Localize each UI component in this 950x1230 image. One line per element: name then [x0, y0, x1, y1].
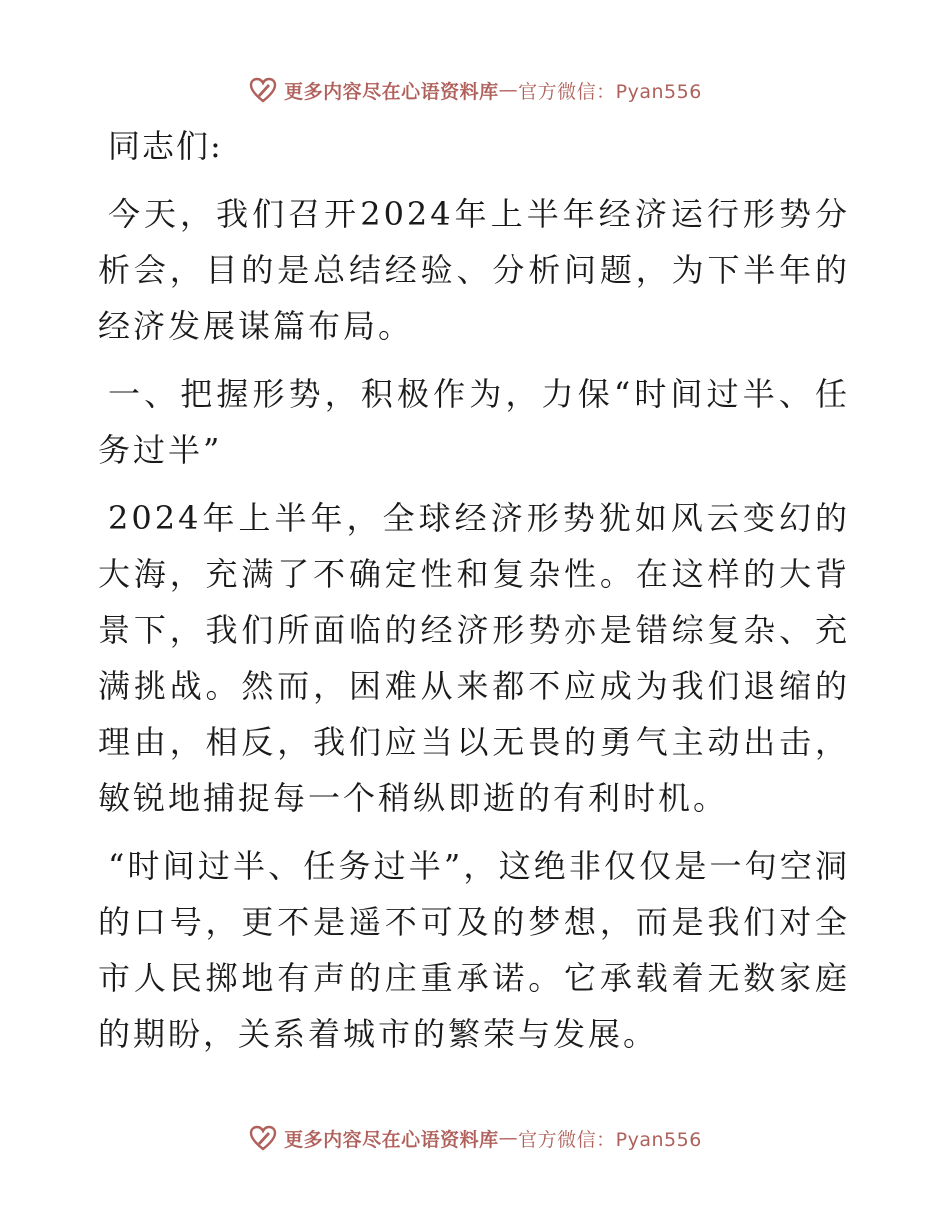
watermark-brand: 更多内容尽在心语资料库	[284, 80, 499, 103]
watermark-separator: —	[498, 1127, 519, 1149]
paragraph-intro: 今天，我们召开2024年上半年经济运行形势分析会，目的是总结经验、分析问题，为下半年的经济发展谋篇布局。	[98, 195, 850, 345]
heart-pen-logo-icon	[248, 75, 278, 105]
watermark-separator: —	[498, 79, 519, 101]
section-heading: 一、把握形势，积极作为，力保“时间过半、任务过半”	[98, 375, 850, 469]
document-body	[98, 118, 850, 1074]
watermark-brand: 更多内容尽在心语资料库	[284, 1128, 499, 1151]
header-watermark	[0, 70, 950, 110]
watermark-wechat: 官方微信：Pyan556	[518, 1128, 702, 1151]
heart-pen-logo-icon	[248, 1123, 278, 1153]
footer-watermark	[0, 1118, 950, 1158]
salutation: 同志们:	[108, 127, 223, 165]
watermark-wechat: 官方微信：Pyan556	[518, 80, 702, 103]
paragraph-situation: 2024年上半年，全球经济形势犹如风云变幻的大海，充满了不确定性和复杂性。在这样的大背景下，我们所面临的经济形势亦是错综复杂、充满挑战。然而，困难从来都不应成为我们退缩的理由，相反，我们应当以无畏的勇气主动出击，敏锐地捕捉每一个稍纵即逝的有利时机。	[98, 499, 850, 817]
paragraph-commitment: “时间过半、任务过半”，这绝非仅仅是一句空洞的口号，更不是遥不可及的梦想，而是我们对全市人民掷地有声的庄重承诺。它承载着无数家庭的期盼，关系着城市的繁荣与发展。	[98, 847, 850, 1053]
